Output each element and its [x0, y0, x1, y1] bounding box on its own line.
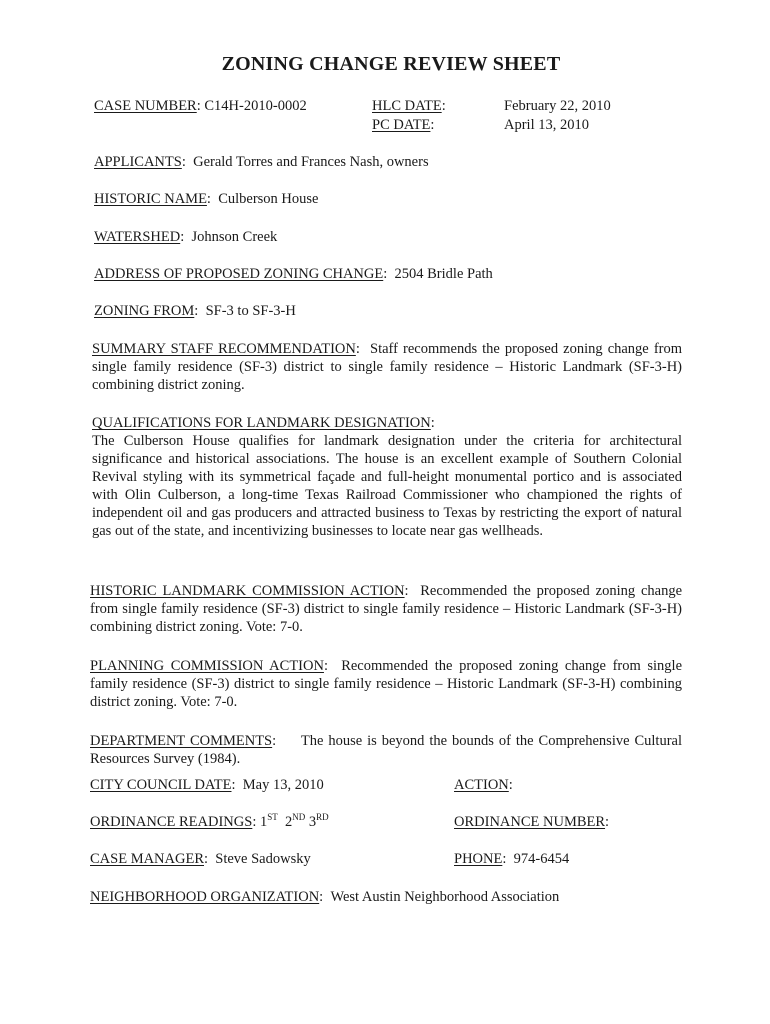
- reading-2-sup: ND: [292, 812, 306, 823]
- phone-row: PHONE: 974-6454: [454, 851, 570, 867]
- ordinance-number-row: ORDINANCE NUMBER:: [454, 814, 610, 830]
- watershed-value: Johnson Creek: [191, 229, 278, 245]
- case-number-label: CASE NUMBER: [94, 98, 197, 114]
- department-section: DEPARTMENT COMMENTS: The house is beyond the bounds of the Comprehensive Cultural Resources Survey (1984).: [90, 733, 682, 767]
- reading-3-sup: RD: [316, 812, 329, 823]
- summary-label: SUMMARY STAFF RECOMMENDATION: [92, 341, 356, 357]
- zoning-from-value: SF-3 to SF-3-H: [205, 303, 296, 319]
- watershed-row: WATERSHED: Johnson Creek: [94, 229, 278, 245]
- hlc-date-label: HLC DATE: [372, 98, 442, 114]
- applicants-value: Gerald Torres and Frances Nash, owners: [193, 154, 429, 170]
- pc-date-value: April 13, 2010: [504, 117, 589, 133]
- neighborhood-value: West Austin Neighborhood Association: [330, 889, 560, 905]
- reading-1-sup: ST: [267, 812, 278, 823]
- action-row: ACTION:: [454, 777, 513, 793]
- pc-action-text: Recommended the proposed zoning change from single family residence (SF-3) district to single family residence – Historic Landmark (SF-3-H) combining district zoning. Vote: 7-0.: [90, 658, 683, 710]
- address-label: ADDRESS OF PROPOSED ZONING CHANGE: [94, 266, 384, 282]
- reading-3: 3: [308, 814, 317, 830]
- council-date-row: CITY COUNCIL DATE: May 13, 2010: [90, 777, 324, 793]
- zoning-from-label: ZONING FROM: [94, 303, 195, 319]
- case-number-value: C14H-2010-0002: [204, 98, 307, 114]
- watershed-label: WATERSHED: [94, 229, 181, 245]
- pc-action-section: PLANNING COMMISSION ACTION: Recommended the proposed zoning change from single family residence (SF-3) district to single family residence – Historic Landmark (SF-3-H) combining district zoning. Vote: 7-0.: [90, 658, 683, 710]
- council-date-value: May 13, 2010: [242, 777, 324, 793]
- phone-label: PHONE: [454, 851, 503, 867]
- hlc-date-value: February 22, 2010: [504, 98, 611, 114]
- neighborhood-label: NEIGHBORHOOD ORGANIZATION: [90, 889, 320, 905]
- summary-text: Staff recommends the proposed zoning change from single family residence (SF-3) district to single family residence – Historic Landmark (SF-3-H) combining district zoning.: [92, 341, 682, 393]
- department-text: The house is beyond the bounds of the Comprehensive Cultural Resources Survey (1984).: [90, 733, 682, 767]
- action-label: ACTION: [454, 777, 509, 793]
- summary-section: SUMMARY STAFF RECOMMENDATION: Staff recommends the proposed zoning change from single family residence (SF-3) district to single family residence – Historic Landmark (SF-3-H) combining district zoning.: [92, 341, 682, 393]
- qualifications-label: QUALIFICATIONS FOR LANDMARK DESIGNATION: [92, 415, 431, 431]
- case-manager-row: CASE MANAGER: Steve Sadowsky: [90, 851, 311, 867]
- ordinance-readings-row: ORDINANCE READINGS: 1ST 2ND 3RD: [90, 812, 329, 830]
- qualifications-section: QUALIFICATIONS FOR LANDMARK DESIGNATION: The Culberson House qualifies for landmark designation under the criteria for architectural significance and historical associations. The house is an excellent example of Southern Colonial Revival styling with its symmetrical façade and full-height monumental portico and is associated with Olin Culberson, a long-time Texas Railroad Commissioner who championed the rights of independent oil and gas producers and attracted business to Texas by restricting the export of natural gas out of the state, and incentivizing businesses to locate near gas wellheads.: [92, 415, 682, 539]
- case-number-row: CASE NUMBER: C14H-2010-0002: [94, 98, 307, 114]
- council-date-label: CITY COUNCIL DATE: [90, 777, 232, 793]
- hlc-action-label: HISTORIC LANDMARK COMMISSION ACTION: [90, 583, 405, 599]
- pc-action-label: PLANNING COMMISSION ACTION: [90, 658, 324, 674]
- address-value: 2504 Bridle Path: [394, 266, 493, 282]
- reading-1: 1: [259, 814, 268, 830]
- ordinance-readings-label: ORDINANCE READINGS: [90, 814, 253, 830]
- historic-name-row: HISTORIC NAME: Culberson House: [94, 191, 319, 207]
- address-row: ADDRESS OF PROPOSED ZONING CHANGE: 2504 Bridle Path: [94, 266, 493, 282]
- pc-date-label-row: PC DATE:: [372, 117, 435, 133]
- applicants-row: APPLICANTS: Gerald Torres and Frances Nash, owners: [94, 154, 429, 170]
- applicants-label: APPLICANTS: [94, 154, 182, 170]
- qualifications-text: The Culberson House qualifies for landmark designation under the criteria for architectural significance and historical associations. The house is an excellent example of Southern Colonial Revival styling with its symmetrical façade and full-height monumental portico and is associated with Olin Culberson, a long-time Texas Railroad Commissioner who championed the rights of independent oil and gas producers and attracted business to Texas by restricting the export of natural gas out of the state, and incentivizing businesses to locate near gas wellheads.: [92, 433, 682, 539]
- hlc-action-text: Recommended the proposed zoning change from single family residence (SF-3) district to single family residence – Historic Landmark (SF-3-H) combining district zoning. Vote: 7-0.: [90, 583, 682, 635]
- ordinance-number-label: ORDINANCE NUMBER: [454, 814, 606, 830]
- historic-name-label: HISTORIC NAME: [94, 191, 207, 207]
- hlc-date-label-row: HLC DATE:: [372, 98, 446, 114]
- case-manager-value: Steve Sadowsky: [215, 851, 311, 867]
- department-label: DEPARTMENT COMMENTS: [90, 733, 273, 749]
- page-title: ZONING CHANGE REVIEW SHEET: [221, 53, 561, 75]
- zoning-from-row: ZONING FROM: SF-3 to SF-3-H: [94, 303, 296, 319]
- phone-value: 974-6454: [513, 851, 570, 867]
- pc-date-label: PC DATE: [372, 117, 431, 133]
- neighborhood-row: NEIGHBORHOOD ORGANIZATION: West Austin Neighborhood Association: [90, 889, 560, 905]
- hlc-action-section: HISTORIC LANDMARK COMMISSION ACTION: Recommended the proposed zoning change from single family residence (SF-3) district to single family residence – Historic Landmark (SF-3-H) combining district zoning. Vote: 7-0.: [90, 583, 682, 635]
- reading-2: 2: [285, 814, 293, 830]
- case-manager-label: CASE MANAGER: [90, 851, 204, 867]
- historic-name-value: Culberson House: [218, 191, 319, 207]
